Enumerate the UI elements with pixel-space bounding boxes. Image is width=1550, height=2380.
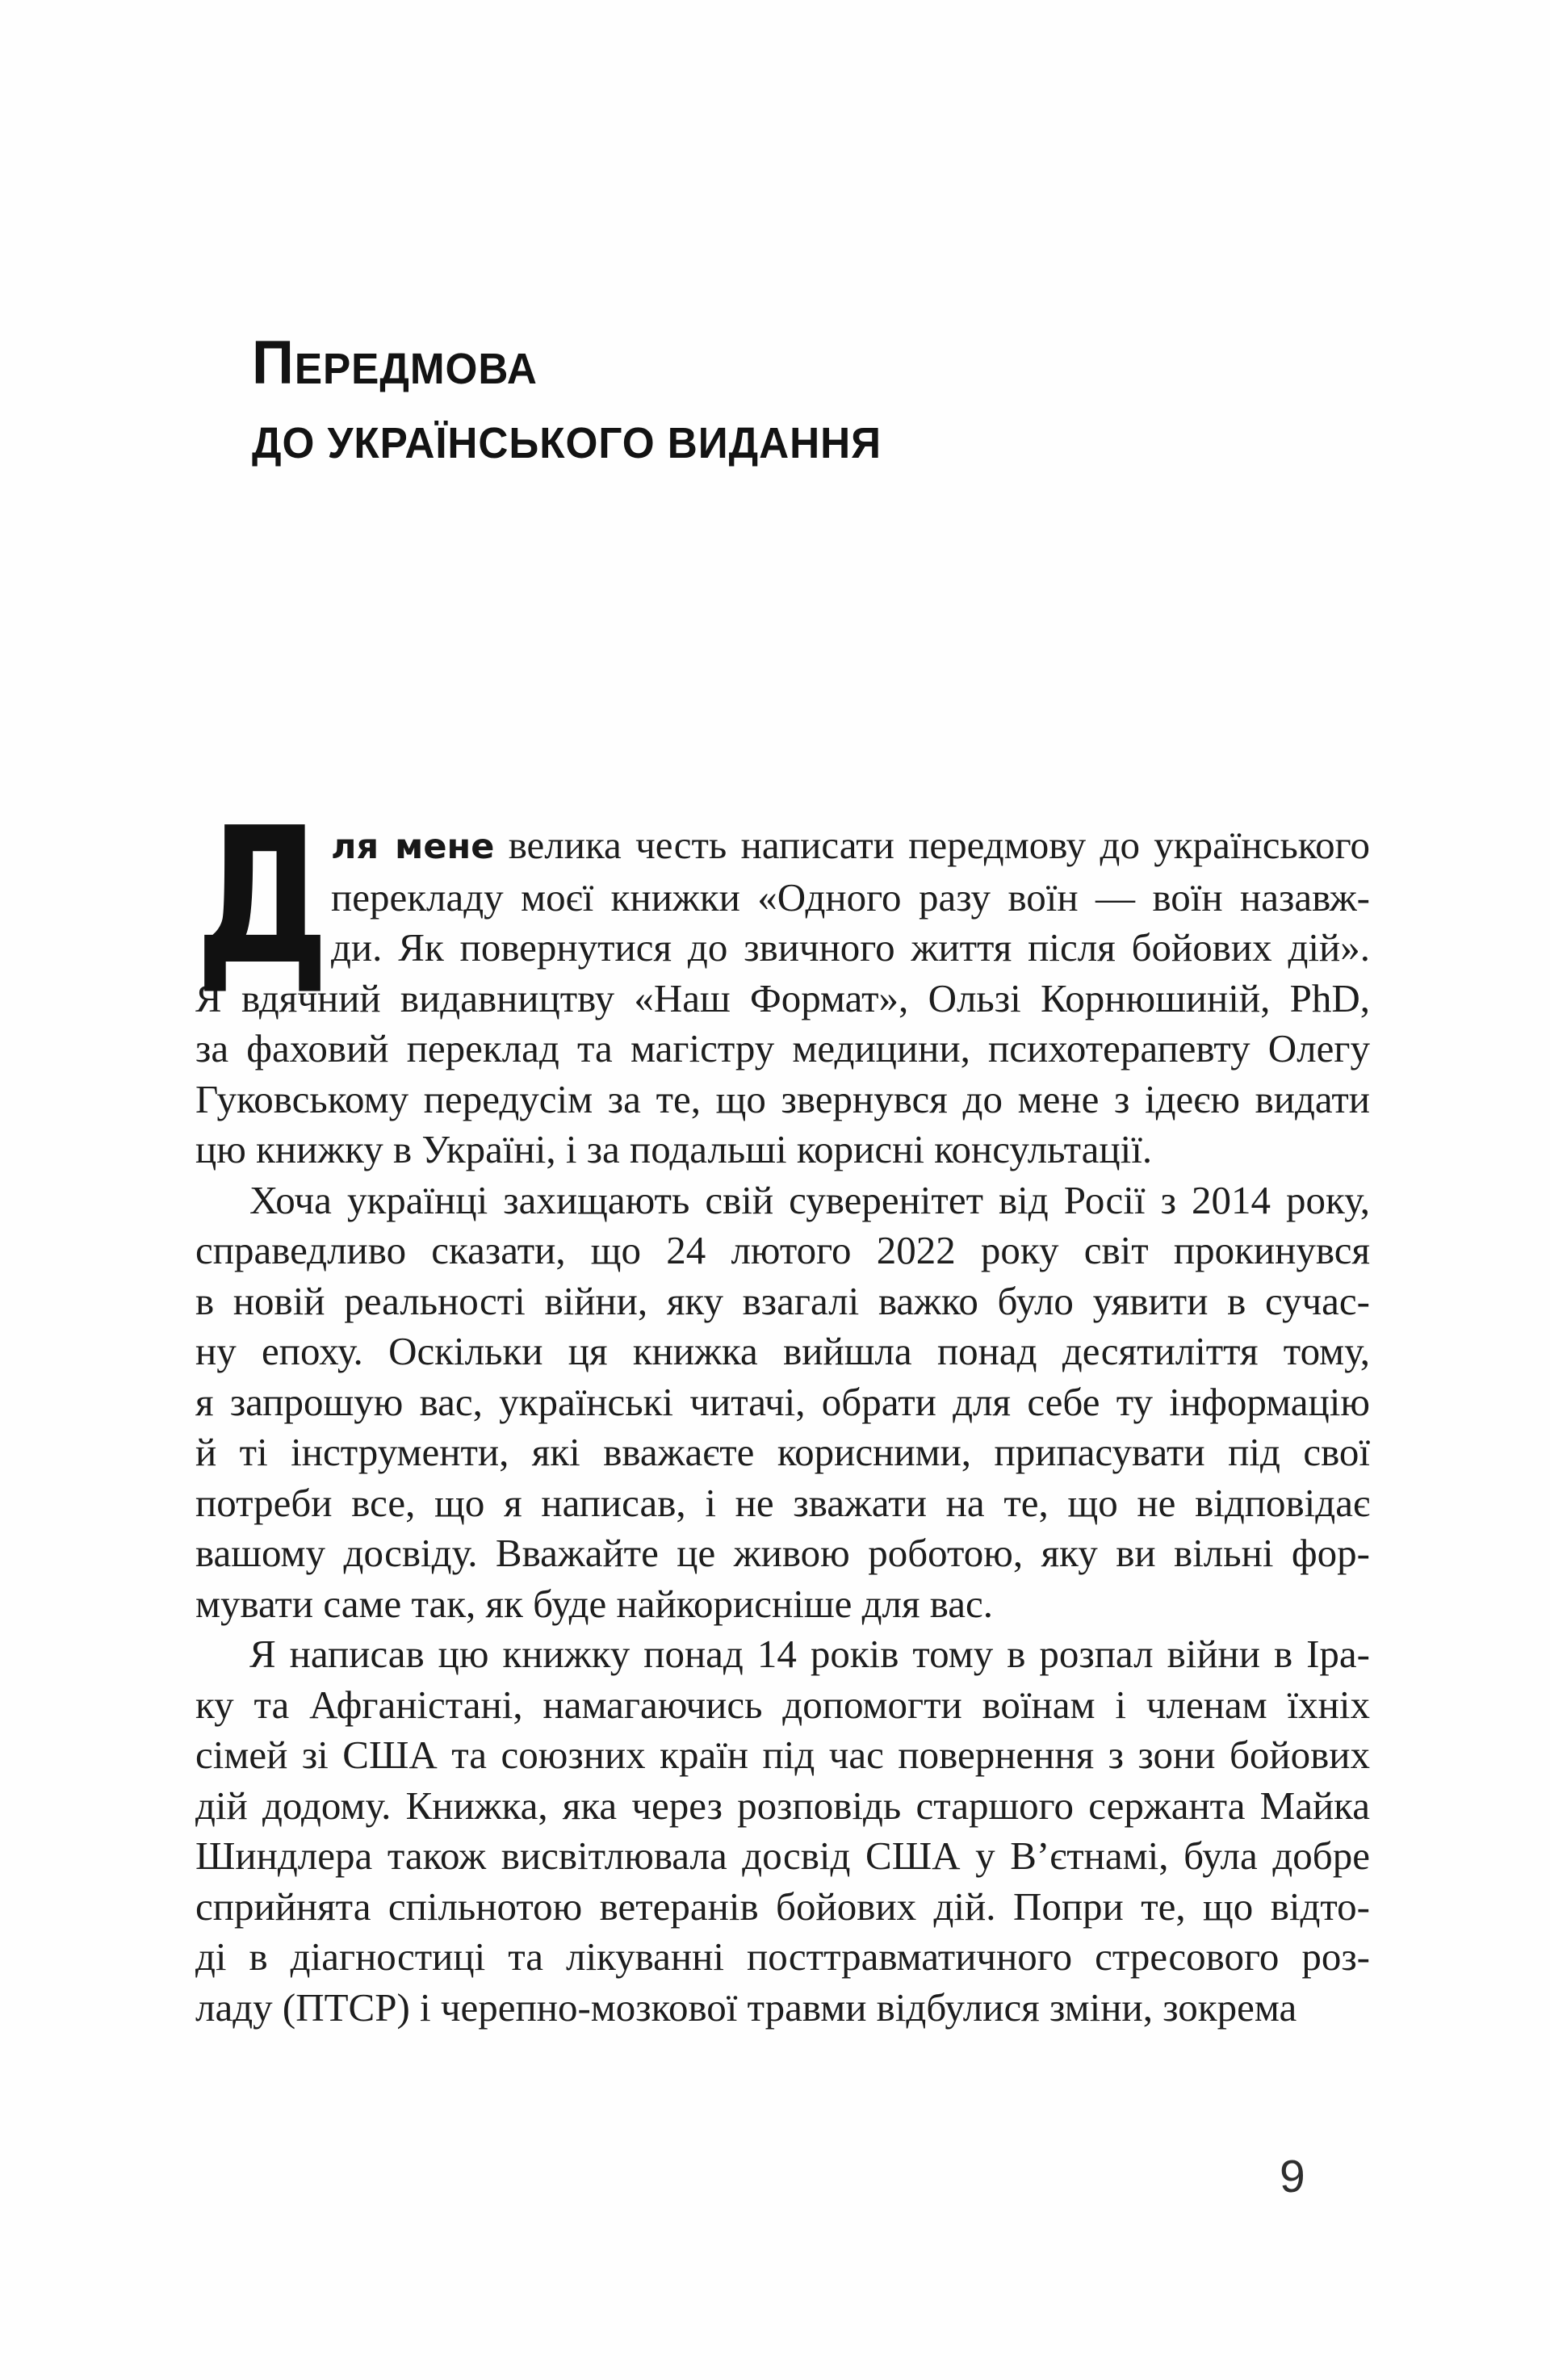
text-line: сприйнята спільнотою ветеранів бойових дій. Попри те, що відто- [195, 1883, 1370, 1929]
text-line: я запрошую вас, українські читачі, обрати для себе ту інформацію [195, 1379, 1370, 1424]
text-line: цю книжку в Україні, і за подальші корисні консультації. [195, 1127, 1153, 1171]
paragraph [195, 787, 1370, 1175]
text-line: дій додому. Книжка, яка через розповідь старшого сержанта Майка [195, 1783, 1370, 1828]
text-line: за фаховий переклад та магістру медицини, психотерапевту Олегу [195, 1026, 1370, 1071]
lead-bold-text: ля мене [331, 827, 495, 867]
text-line: потреби все, що я написав, і не зважати на те, що не відповідає [195, 1480, 1370, 1525]
text-line: перекладу моєї книжки «Одного разу воїн — воїн назавж- [331, 874, 1370, 920]
text-line: й ті інструменти, які вважаєте корисними, припасувати під свої [195, 1430, 1370, 1474]
text-line: сімей зі США та союзних країн під час повернення з зони бойових [195, 1733, 1370, 1777]
chapter-title-line-1: ПЕРЕДМОВА [252, 329, 538, 397]
text-line: ладу (ПТСР) і черепно-мозкової травми відбулися зміни, зокрема [195, 1984, 1297, 2030]
drop-cap [195, 787, 331, 1006]
text-line: Гуковському передусім за те, що звернувся до мене з ідеєю видати [195, 1076, 1370, 1121]
paragraph [195, 1175, 1370, 1630]
paragraph [195, 1629, 1370, 2033]
chapter-title-line-2: ДО УКРАЇНСЬКОГО ВИДАННЯ [252, 419, 882, 467]
text-line: мувати саме так, як буде найкорисніше для вас. [195, 1581, 993, 1626]
text-line: ди. Як повернутися до звичного життя після бойових дій». [331, 925, 1370, 970]
text-line: Хоча українці захищають свій суверенітет від Росії з 2014 року, [249, 1177, 1370, 1222]
text-line: в новій реальності війни, яку взагалі важко було уявити в сучас- [195, 1278, 1370, 1323]
text-line: ля мене велика честь написати передмову до українського [331, 823, 1370, 867]
text-line: ді в діагностиці та лікуванні посттравматичного стресового роз- [195, 1934, 1370, 1979]
chapter-text [195, 787, 1370, 2033]
text-line: Я написав цю книжку понад 14 років тому в розпал війни в Іра- [249, 1632, 1370, 1676]
page-number: 9 [1280, 2151, 1305, 2202]
text-line: ку та Афганістані, намагаючись допомогти воїнам і членам їхніх [195, 1682, 1370, 1727]
drop-cap-letter: Д [195, 787, 330, 1006]
text-line: Шиндлера також висвітлювала досвід США у В’єтнамі, була добре [195, 1833, 1370, 1878]
text-line: вашому досвіду. Вважайте це живою роботою, яку ви вільні фор- [195, 1531, 1370, 1575]
text-line: ну епоху. Оскільки ця книжка вийшла понад десятиліття тому, [195, 1329, 1370, 1373]
chapter-title [252, 326, 882, 480]
text-line: Я вдячний видавництву «Наш Формат», Ользі Корнюшиній, PhD, [195, 975, 1370, 1020]
text-line: справедливо сказати, що 24 лютого 2022 року світ прокинувся [195, 1228, 1370, 1272]
